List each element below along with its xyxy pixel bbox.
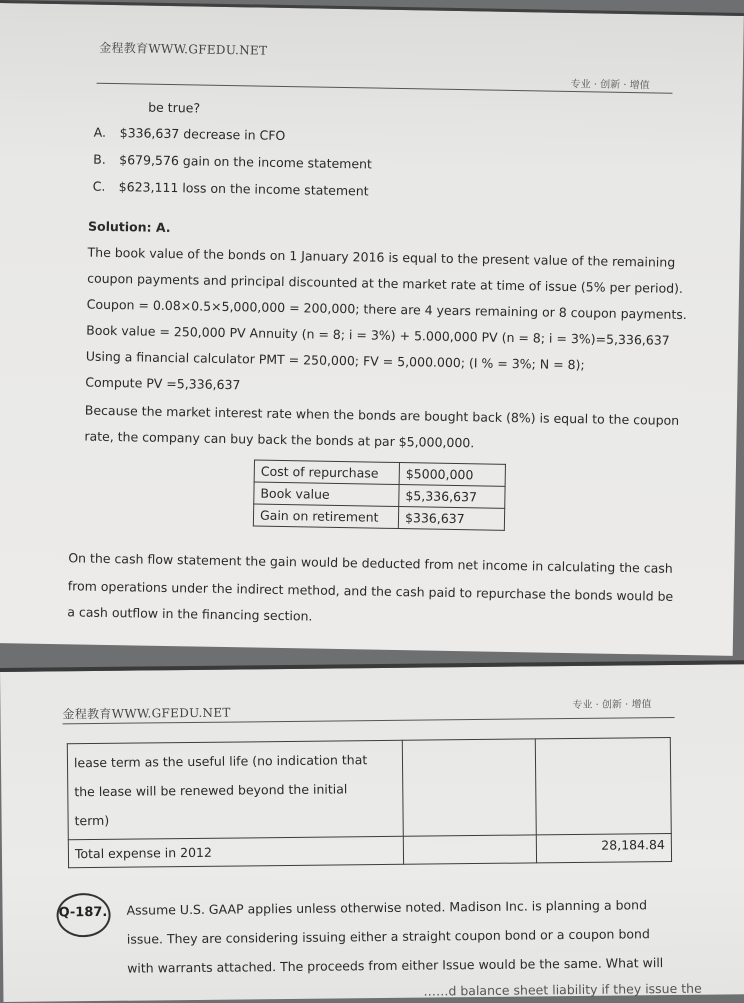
table-cell-value: $336,637 — [398, 507, 504, 531]
table-cell-label — [67, 740, 403, 840]
cell-line: the lease will be renewed beyond the initial — [74, 781, 348, 800]
closing-line: a cash outflow in the financing section. — [67, 604, 313, 624]
solution-line: Coupon = 0.08×0.5×5,000,000 = 200,000; there are 4 years remaining or 8 coupon payments. — [86, 296, 687, 323]
solution-line: Because the market interest rate when the bonds are bought back (8%) is equal to the coupon — [84, 402, 680, 428]
solution-line: Compute PV =5,336,637 — [85, 374, 241, 393]
tagline: 专业 · 创新 · 增值 — [572, 699, 652, 712]
option-text: $336,637 decrease in CFO — [119, 125, 286, 143]
option-letter: A. — [93, 124, 107, 140]
table-cell-label: Book value — [254, 482, 399, 507]
option-letter: B. — [93, 151, 106, 167]
question-line: Assume U.S. GAAP applies unless otherwise noted. Madison Inc. is planning a bond — [126, 897, 648, 918]
question-line-cut: ……d balance sheet liability if they issue the — [423, 980, 702, 999]
question-line: issue. They are considering issuing either a straight coupon bond or a coupon bond — [126, 926, 650, 947]
repurchase-table — [253, 460, 506, 531]
solution-line: rate, the company can buy back the bonds at par $5,000,000. — [84, 428, 475, 451]
option-c — [93, 179, 369, 199]
tagline: 专业 · 创新 · 增值 — [570, 78, 650, 92]
solution-line: Using a financial calculator PMT = 250,000; FV = 5,000.000; (I % = 3%; N = 8); — [85, 348, 585, 373]
option-letter: C. — [92, 178, 106, 194]
table-cell-value: $5000,000 — [399, 463, 505, 487]
solution-line: coupon payments and principal discounted at the market rate at time of issue (5% per period). — [87, 270, 684, 296]
solution-label: Solution: A. — [87, 218, 171, 236]
table-cell-value: $5,336,637 — [399, 485, 505, 509]
solution-line: Book value = 250,000 PV Annuity (n = 8; i = 3%) + 5.000,000 PV (n = 8; i = 3%)=5,336,637 — [86, 322, 670, 348]
closing-line: from operations under the indirect method, and the cash paid to repurchase the bonds would be — [67, 578, 674, 604]
question-line: with warrants attached. The proceeds from either Issue would be the same. What will — [127, 955, 664, 976]
solution-line: The book value of the bonds on 1 January 2016 is equal to the present value of the remaining — [87, 244, 676, 270]
page-bottom — [0, 660, 744, 1002]
brand-header: 金程教育WWW.GFEDU.NET — [99, 40, 268, 58]
table-row — [67, 737, 671, 839]
table-cell-label: Cost of repurchase — [254, 460, 399, 485]
option-text: $679,576 gain on the income statement — [119, 152, 373, 172]
option-a — [94, 125, 286, 143]
table-cell-empty — [403, 835, 536, 864]
table-cell-value: 28,184.84 — [536, 833, 671, 862]
cell-line: lease term as the useful life (no indication that — [73, 752, 368, 771]
table-cell-label: Gain on retirement — [253, 504, 398, 529]
question-number: Q-187. — [58, 904, 108, 921]
question-tail: be true? — [148, 99, 201, 116]
option-b — [93, 152, 372, 172]
table-row — [253, 504, 504, 530]
closing-line: On the cash flow statement the gain would be deducted from net income in calculating the cash — [68, 550, 673, 576]
table-cell-empty — [402, 739, 536, 836]
option-text: $623,111 loss on the income statement — [118, 179, 369, 199]
table-cell-empty — [535, 737, 671, 834]
table-cell-label: Total expense in 2012 — [68, 836, 403, 868]
brand-header: 金程教育WWW.GFEDU.NET — [62, 705, 231, 722]
expense-table — [67, 737, 672, 868]
table-row — [68, 833, 671, 867]
cell-line: term) — [74, 812, 110, 829]
